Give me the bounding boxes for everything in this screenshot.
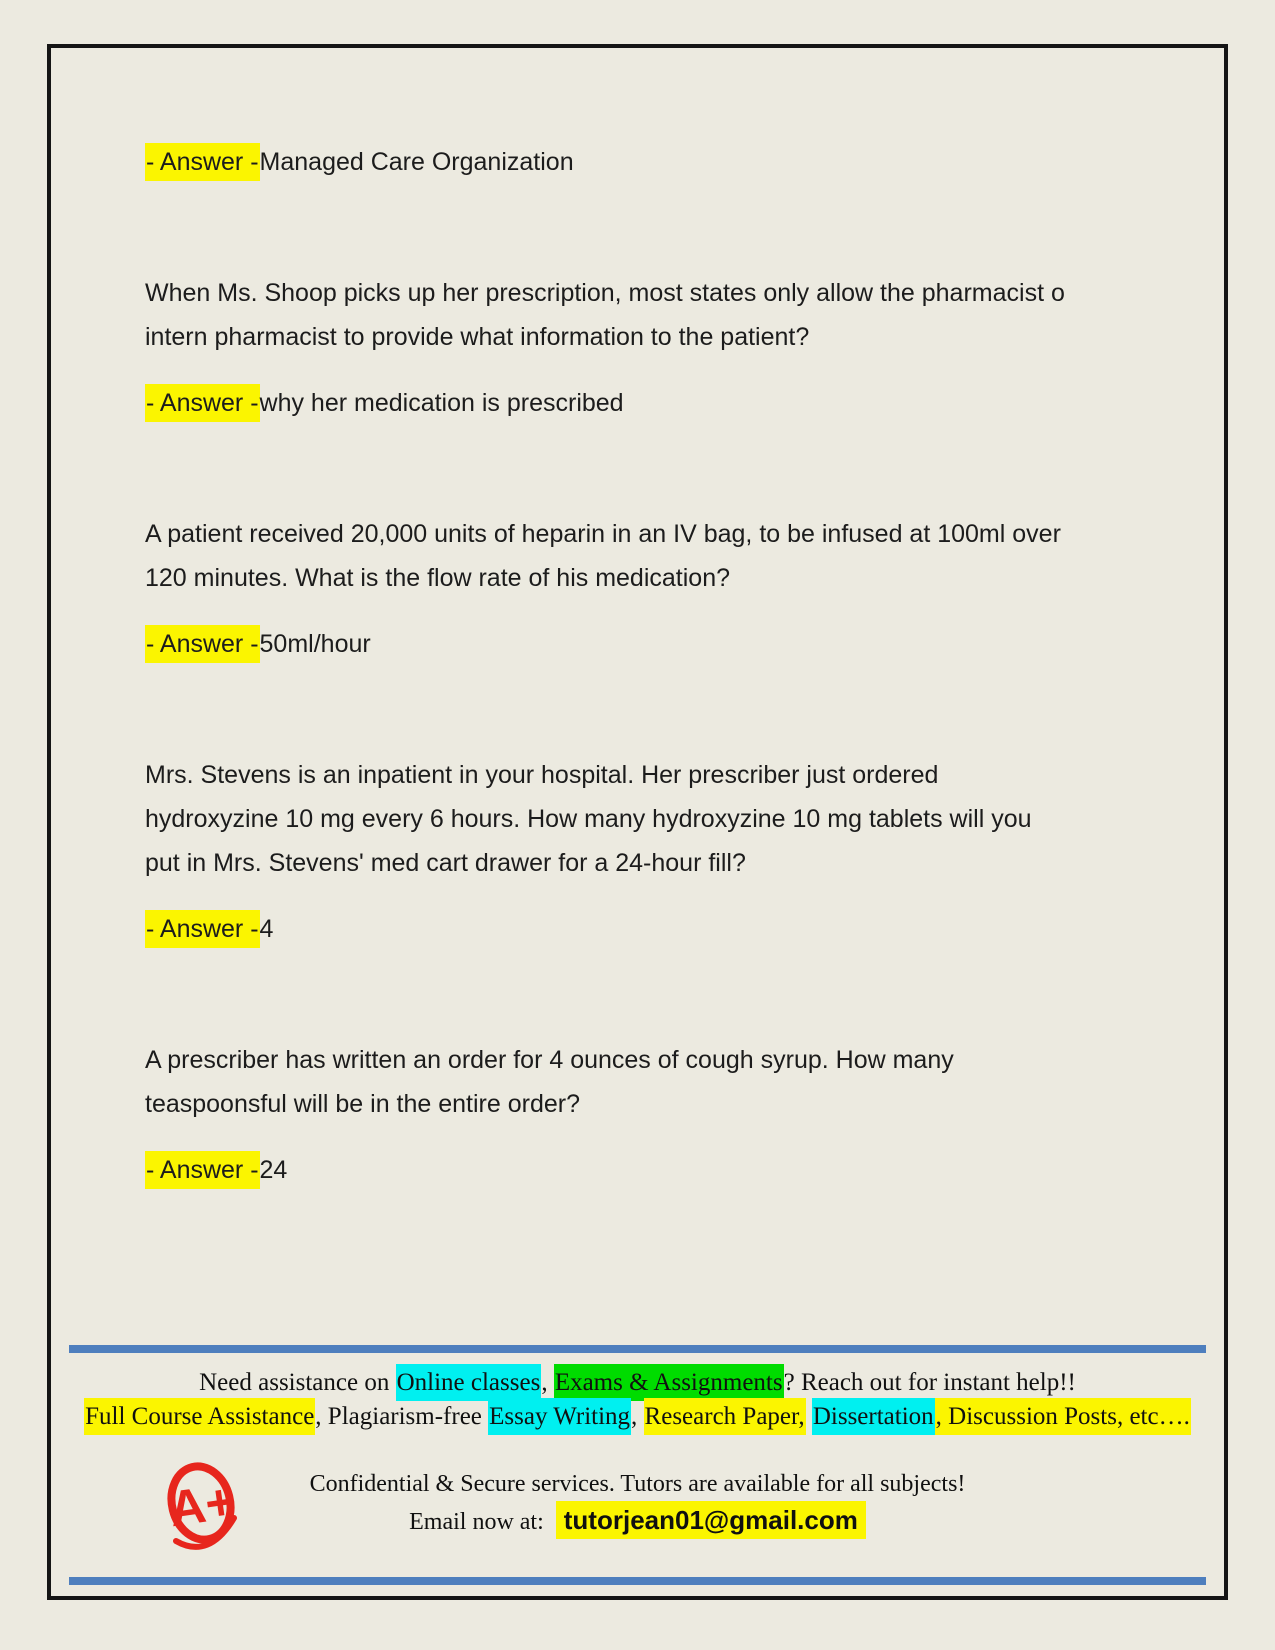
qa-content [145, 140, 1080, 1192]
answer-text: why her medication is prescribed [259, 389, 624, 417]
footer-segment [806, 1403, 812, 1430]
footer-segment: , Plagiarism-free [315, 1403, 489, 1430]
answer-text: 50ml/hour [259, 630, 371, 658]
footer-segment: Online classes [396, 1364, 542, 1401]
a-plus-grade-logo [164, 1461, 242, 1557]
footer-segment: Need assistance on [199, 1369, 396, 1396]
answer-label-highlight: - Answer - [145, 1151, 260, 1189]
footer-services-line [51, 1399, 1224, 1434]
email-address: tutorjean01@gmail.com [556, 1501, 866, 1539]
answer-line [145, 381, 1080, 425]
answer-line [145, 140, 1080, 184]
a-plus-logo-icon [164, 1461, 242, 1557]
footer-segment: ? Reach out for instant help!! [783, 1369, 1076, 1396]
footer-help-line [51, 1366, 1224, 1399]
answer-line [145, 622, 1080, 666]
footer-segment: , [541, 1369, 554, 1396]
divider-line-bottom [69, 1577, 1206, 1585]
answer-line [145, 907, 1080, 951]
document-page [47, 44, 1228, 1600]
answer-label-highlight: - Answer - [145, 625, 260, 663]
question-text: A prescriber has written an order for 4 ounces of cough syrup. How many teaspoonsful will be in the entire order? [145, 1046, 954, 1118]
answer-text: Managed Care Organization [259, 148, 574, 176]
answer-label-highlight: - Answer - [145, 910, 260, 948]
answer-label-highlight: - Answer - [145, 143, 260, 181]
divider-line-top [69, 1345, 1206, 1353]
answer-text: 24 [259, 1156, 288, 1184]
question-text: A patient received 20,000 units of heparin in an IV bag, to be infused at 100ml over 120 minutes. What is the flow rate of his medication? [145, 520, 1061, 592]
a-plus-logo-text: A+ [165, 1472, 239, 1538]
footer-segment: Research Paper, [644, 1398, 806, 1435]
footer-segment: , [631, 1403, 644, 1430]
email-label: Email now at: [409, 1509, 544, 1535]
footer-segment: Exams & Assignments [554, 1364, 784, 1401]
answer-line [145, 1148, 1080, 1192]
answer-text: 4 [259, 915, 274, 943]
answer-label-highlight: - Answer - [145, 384, 260, 422]
question-text: When Ms. Shoop picks up her prescription, most states only allow the pharmacist o intern pharmacist to provide what information to the patient? [145, 279, 1065, 351]
footer-segment: , Discussion Posts, etc…. [935, 1398, 1191, 1435]
footer-segment: Dissertation [812, 1398, 935, 1435]
question-text: Mrs. Stevens is an inpatient in your hospital. Her prescriber just ordered hydroxyzine 10 mg every 6 hours. How many hydroxyzine 10 mg tablets will you put in Mrs. Stevens' med cart drawer for a 24-hour fill? [145, 761, 1032, 877]
footer-segment: Full Course Assistance [84, 1398, 315, 1435]
footer-secure-line: Confidential & Secure services. Tutors are available for all subjects! [309, 1471, 966, 1497]
footer-segment: Essay Writing [488, 1398, 631, 1435]
